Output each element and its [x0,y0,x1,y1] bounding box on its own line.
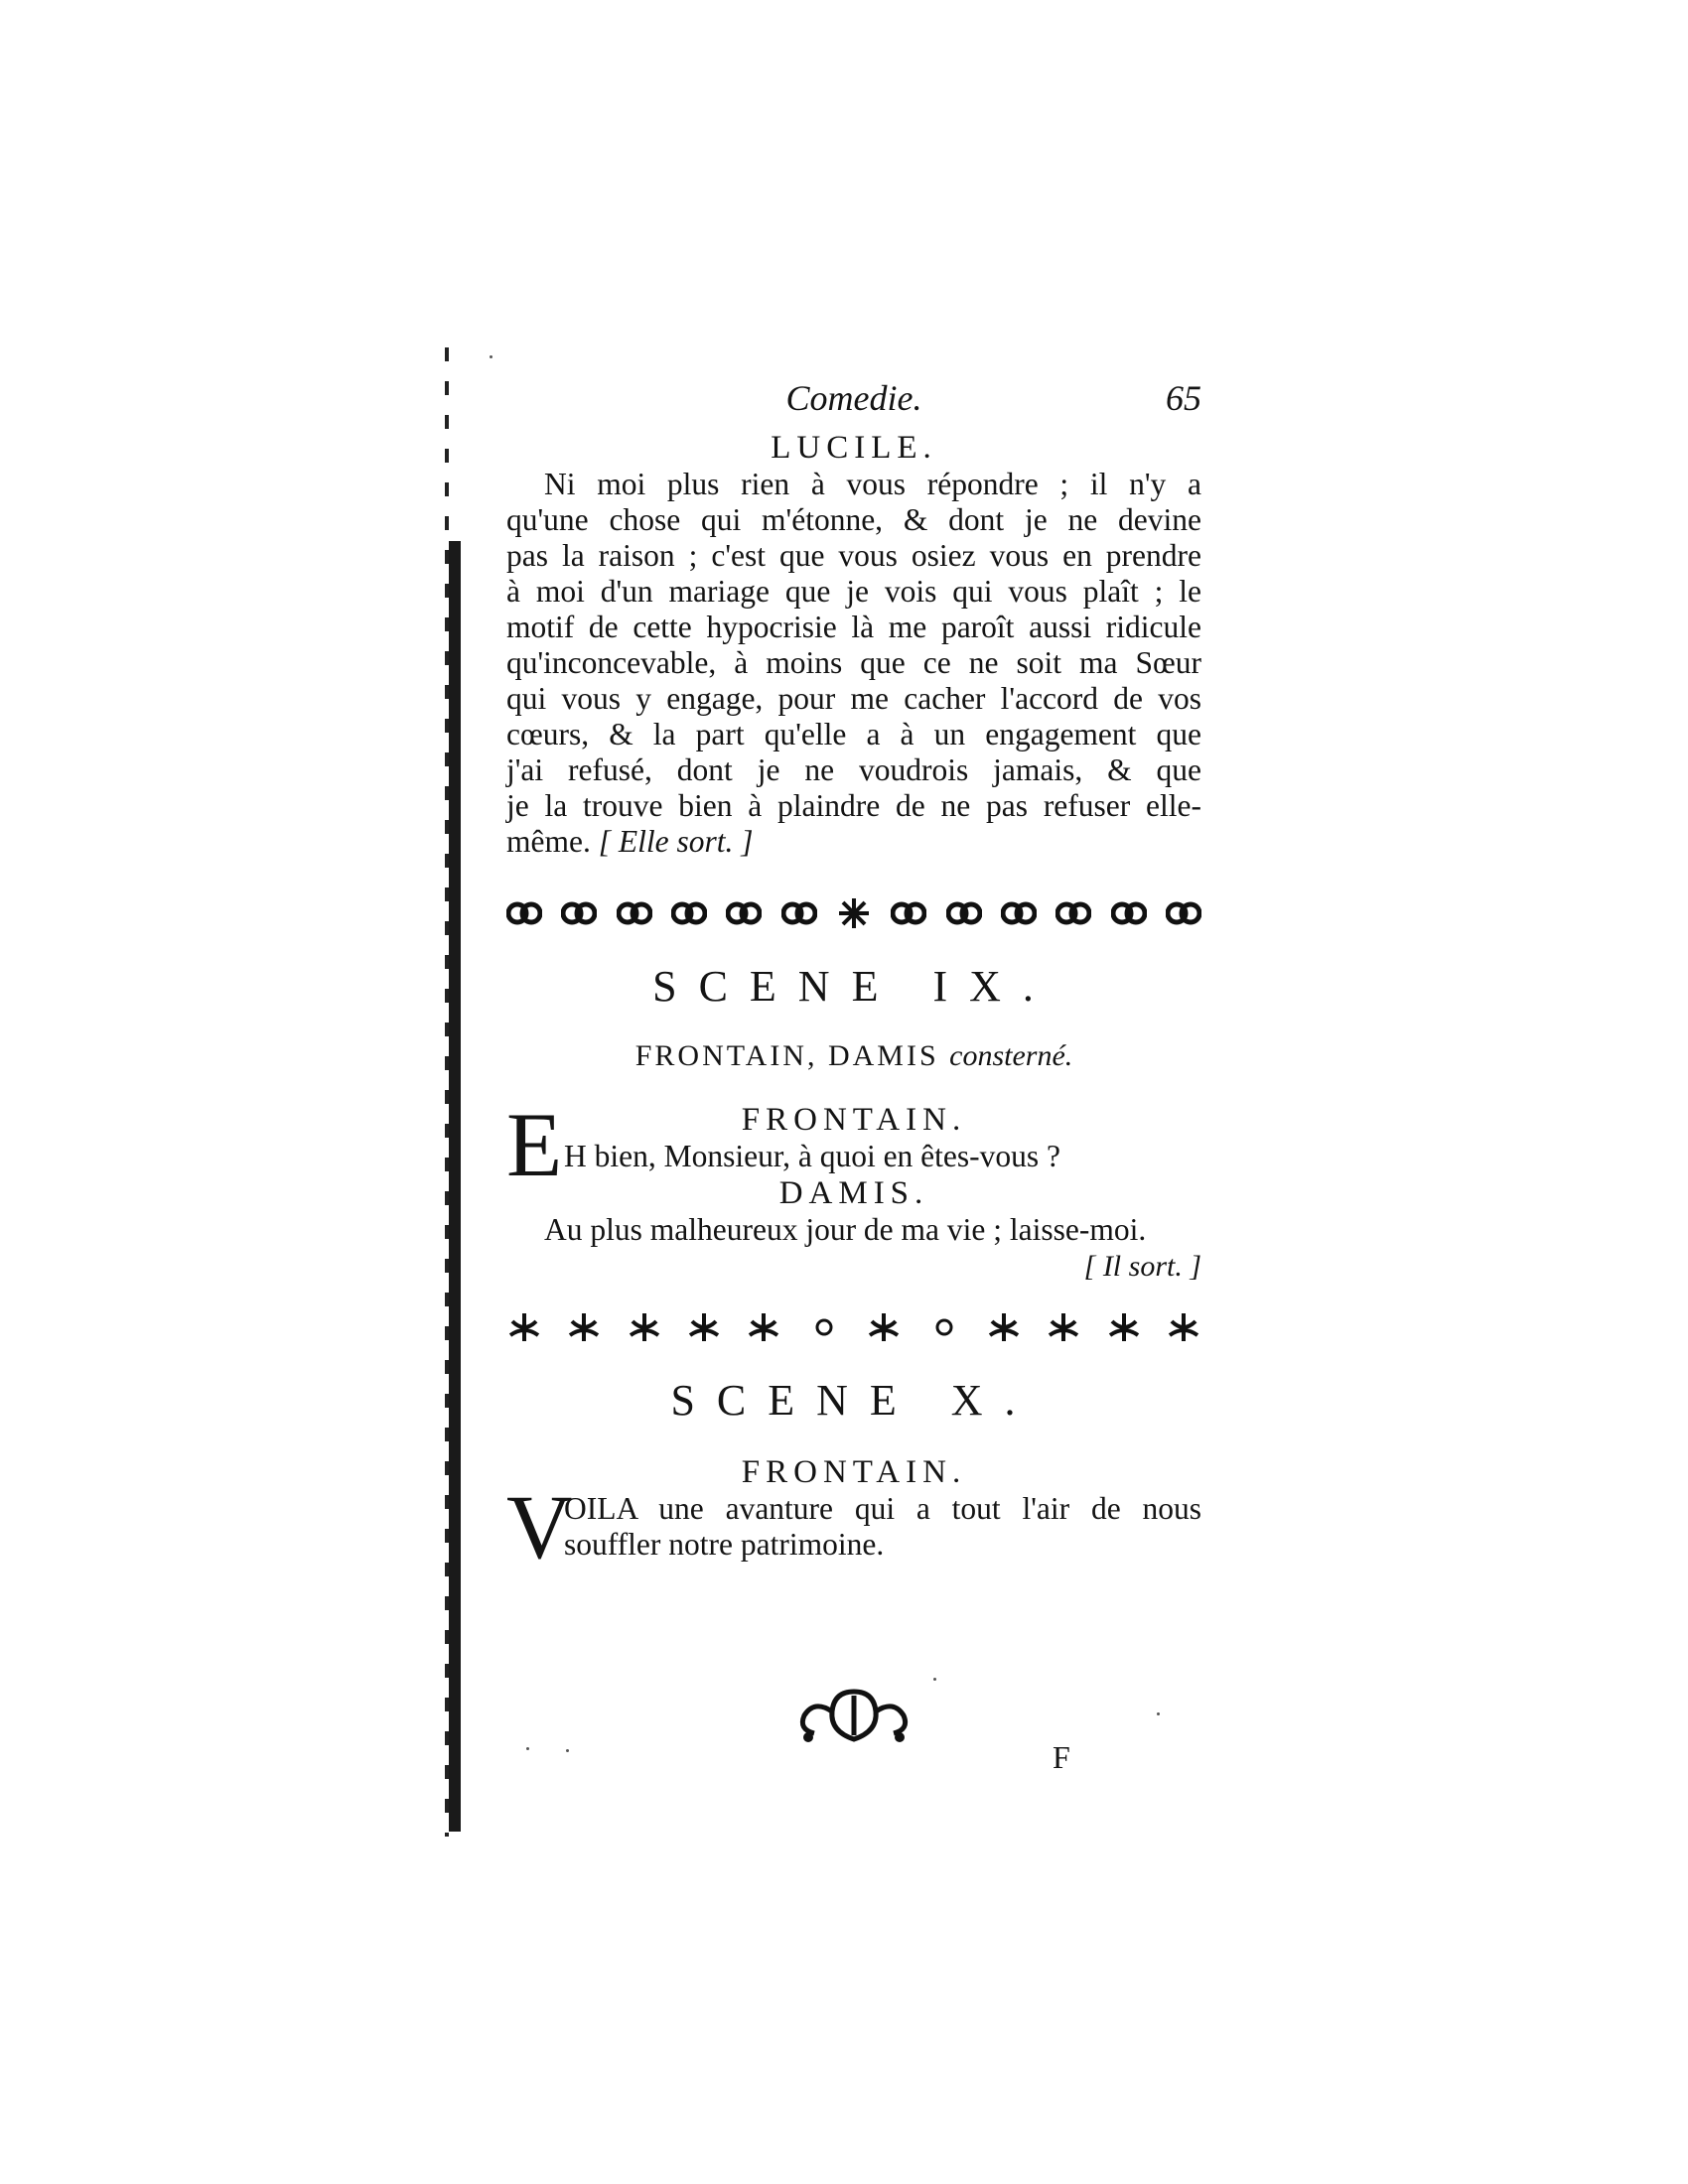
speech-line: qu'inconcevable, à moins que ce ne soit ma Sœur [506,645,1201,680]
ornament-band [506,1305,1201,1349]
speech-line: motif de cette hypocrisie là me paroît aussi ridicule [506,610,1201,644]
ornament-band [506,891,1201,935]
fleur-ornament [686,1309,722,1345]
knot-ornament [1055,895,1091,931]
knot-ornament [561,895,597,931]
knot-ornament [1111,895,1147,931]
speech-line: cœurs, & la part qu'elle a à un engagement que [506,717,1201,751]
speech-last-line [506,824,1201,860]
drop-cap: E [506,1094,563,1195]
stage-direction: [ Il sort. ] [1083,1250,1201,1283]
ring-ornament [806,1309,842,1345]
fleur-ornament [566,1309,602,1345]
fleur-ornament [1046,1309,1081,1345]
fleur-ornament [627,1309,662,1345]
speech-line: Ni moi plus rien à vous répondre ; il n'y a [544,467,1201,501]
fleur-ornament [1106,1309,1142,1345]
fleur-ornament [986,1309,1022,1345]
signature-mark: F [1053,1739,1070,1775]
stage-direction: [ Elle sort. ] [598,824,754,859]
paper-speck [933,1678,936,1681]
speech-line: qu'une chose qui m'étonne, & dont je ne devine [506,502,1201,537]
scene-10-dialogue [506,1476,1201,1577]
speech-line: j'ai refusé, dont je ne voudrois jamais, & que [506,752,1201,787]
paper-speck [526,1747,529,1750]
speech-line: pas la raison ; c'est que vous osiez vous en prendre [506,538,1201,573]
speech-line: souffler notre patrimoine. [564,1527,885,1562]
lucile-speech [506,467,1201,860]
scene-10-title: SCENE X. [670,1376,1038,1425]
speaker-frontain: FRONTAIN. [741,1454,967,1490]
speaker-damis: DAMIS. [778,1175,929,1211]
scene-9-title: SCENE IX. [652,962,1055,1011]
damis-line: Au plus malheureux jour de ma vie ; laisse-moi. [544,1212,1147,1247]
paper-speck [490,355,492,358]
character-list: FRONTAIN, DAMIS [634,1039,939,1072]
paper-speck [566,1749,569,1752]
fleur-ornament [746,1309,781,1345]
knot-ornament [617,895,652,931]
tailpiece-ornament [506,1682,1201,1756]
running-title: Comedie. [785,378,922,418]
scene-9-characters [506,1039,1201,1073]
running-header [506,377,1201,429]
knot-ornament [1001,895,1037,931]
speech-line: je la trouve bien à plaindre de ne pas refuser elle- [506,788,1201,823]
fleur-ornament [866,1309,902,1345]
page-content [506,377,1201,1756]
speech-line: qui vous y engage, pour me cacher l'accord de vos [506,681,1201,716]
knot-ornament [891,895,926,931]
character-note: consterné. [949,1039,1073,1072]
frontain-line [564,1491,1201,1563]
fleur-ornament [1166,1309,1201,1345]
knot-ornament [1166,895,1201,931]
scene-9-dialogue [506,1094,1201,1284]
star-ornament [836,895,872,931]
knot-ornament [671,895,707,931]
ring-ornament [926,1309,962,1345]
speech-line: même. [506,824,591,859]
page-number: 65 [1166,378,1201,418]
speaker-lucile: LUCILE. [771,430,937,466]
knot-ornament [506,895,542,931]
knot-ornament [726,895,762,931]
knot-ornament [781,895,817,931]
drop-cap: V [506,1476,573,1577]
tailpiece-ornament-icon [794,1682,914,1751]
fleur-ornament [506,1309,542,1345]
speech-line: OILA une avanture qui a tout l'air de nous [564,1491,1201,1526]
speech-line: à moi d'un mariage que je vois qui vous plaît ; le [506,574,1201,609]
frontain-line: H bien, Monsieur, à quoi en êtes-vous ? [564,1139,1061,1173]
knot-ornament [946,895,982,931]
binding-edge [449,541,461,1832]
speaker-frontain: FRONTAIN. [741,1102,967,1138]
paper-speck [1157,1712,1160,1715]
